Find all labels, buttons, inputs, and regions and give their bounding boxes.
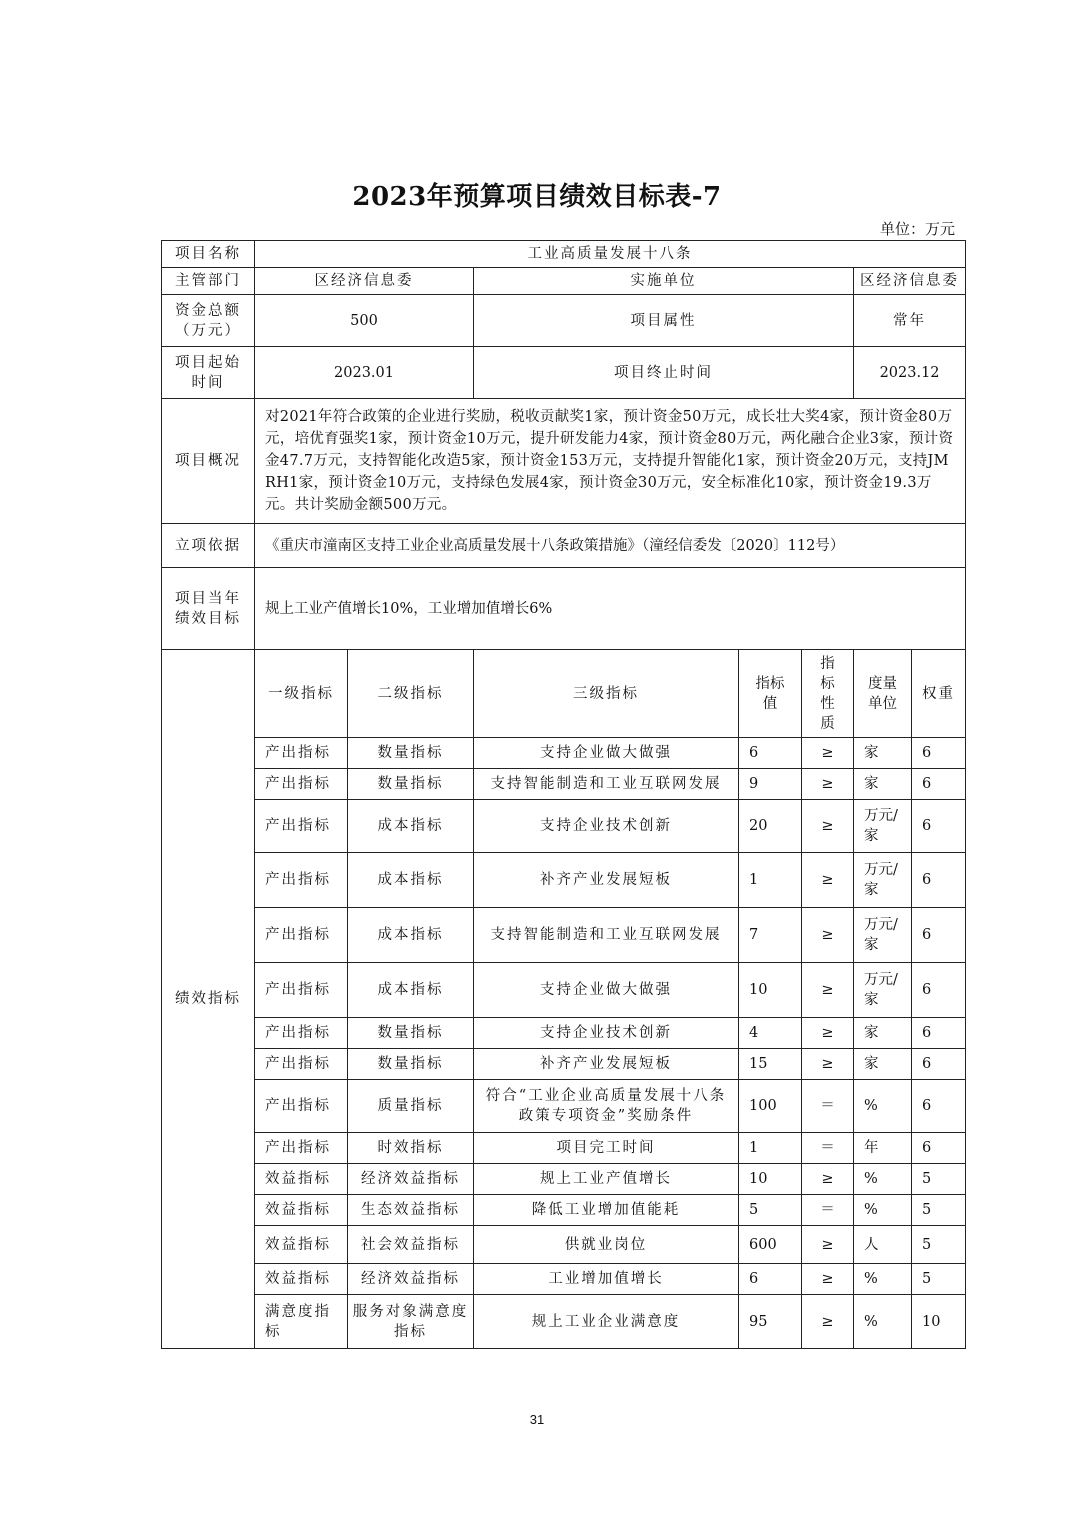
row-overview: [162, 399, 966, 524]
indicator-unit: 家: [854, 738, 912, 769]
header-unit: [854, 650, 912, 738]
row-basis: [162, 524, 966, 568]
indicator-level3: 规上工业产值增长: [474, 1164, 739, 1195]
impl-label: 实施单位: [474, 268, 854, 295]
indicator-level1: 产出指标: [255, 1049, 348, 1080]
row-department: [162, 268, 966, 295]
indicator-unit: %: [854, 1295, 912, 1349]
indicator-level2: 生态效益指标: [348, 1195, 474, 1226]
indicator-row: [162, 1049, 966, 1080]
funds-value: 500: [255, 295, 474, 347]
indicator-weight: 5: [912, 1264, 966, 1295]
indicator-nature: ＝: [802, 1133, 854, 1164]
indicator-weight: 6: [912, 1049, 966, 1080]
indicator-unit: 人: [854, 1226, 912, 1264]
row-funds: [162, 295, 966, 347]
project-name-label: 项目名称: [162, 241, 255, 268]
row-project-name: [162, 241, 966, 268]
indicator-row: [162, 1264, 966, 1295]
indicator-value: 1: [739, 1133, 802, 1164]
funds-label: [162, 295, 255, 347]
indicator-level2: 经济效益指标: [348, 1164, 474, 1195]
indicator-level2: 时效指标: [348, 1133, 474, 1164]
indicator-level2: 社会效益指标: [348, 1226, 474, 1264]
header-value: [739, 650, 802, 738]
indicator-unit: 家: [854, 1049, 912, 1080]
header-unit-line2: 单位: [868, 695, 897, 712]
end-label: 项目终止时间: [474, 347, 854, 399]
goal-label: [162, 568, 255, 650]
indicator-value: 10: [739, 963, 802, 1018]
header-level2: 二级指标: [348, 650, 474, 738]
indicator-value: 95: [739, 1295, 802, 1349]
indicator-nature: ≥: [802, 1018, 854, 1049]
indicator-row: [162, 1226, 966, 1264]
header-nature-line1: 指: [820, 655, 835, 672]
indicator-nature: ＝: [802, 1080, 854, 1133]
indicator-level1: 产出指标: [255, 769, 348, 800]
basis-label: 立项依据: [162, 524, 255, 568]
indicator-row: [162, 1133, 966, 1164]
indicator-level2: 成本指标: [348, 853, 474, 908]
indicator-weight: 6: [912, 908, 966, 963]
indicator-level3: 降低工业增加值能耗: [474, 1195, 739, 1226]
header-value-line2: 值: [762, 695, 778, 712]
goal-label-line2: 绩效目标: [175, 610, 241, 627]
indicator-row: [162, 1295, 966, 1349]
header-nature: [802, 650, 854, 738]
indicator-row: [162, 1164, 966, 1195]
goal-label-line1: 项目当年: [175, 590, 241, 607]
indicator-value: 9: [739, 769, 802, 800]
indicator-nature: ≥: [802, 1049, 854, 1080]
indicator-level2: 成本指标: [348, 908, 474, 963]
indicator-value: 15: [739, 1049, 802, 1080]
indicator-value: 600: [739, 1226, 802, 1264]
indicator-weight: 6: [912, 853, 966, 908]
indicator-nature: ≥: [802, 853, 854, 908]
indicator-weight: 5: [912, 1164, 966, 1195]
indicator-level3: 工业增加值增长: [474, 1264, 739, 1295]
unit-note: 单位：万元: [879, 220, 955, 238]
indicator-row: [162, 738, 966, 769]
indicator-level3: 补齐产业发展短板: [474, 853, 739, 908]
overview-label: 项目概况: [162, 399, 255, 524]
indicator-weight: 6: [912, 769, 966, 800]
indicator-unit: %: [854, 1264, 912, 1295]
indicator-level3: 支持企业技术创新: [474, 800, 739, 853]
indicator-level2: 服务对象满意度指标: [348, 1295, 474, 1349]
indicator-unit: 家: [854, 1018, 912, 1049]
basis-text: 《重庆市潼南区支持工业企业高质量发展十八条政策措施》（潼经信委发〔2020〕112号）: [255, 524, 966, 568]
indicator-value: 20: [739, 800, 802, 853]
indicator-level3: 符合“工业企业高质量发展十八条政策专项资金”奖励条件: [474, 1080, 739, 1133]
dept-label: 主管部门: [162, 268, 255, 295]
indicator-level3: 支持企业技术创新: [474, 1018, 739, 1049]
page-number: 31: [529, 1412, 545, 1427]
indicator-unit: 万元/家: [854, 853, 912, 908]
indicator-value: 10: [739, 1164, 802, 1195]
end-value: 2023.12: [854, 347, 966, 399]
indicator-weight: 6: [912, 800, 966, 853]
header-level3: 三级指标: [474, 650, 739, 738]
indicator-unit: 万元/家: [854, 800, 912, 853]
indicator-weight: 6: [912, 1018, 966, 1049]
header-weight: 权重: [912, 650, 966, 738]
row-goal: [162, 568, 966, 650]
indicator-nature: ≥: [802, 1226, 854, 1264]
header-value-line1: 指标: [755, 675, 785, 692]
funds-label-line1: 资金总额: [175, 302, 241, 319]
indicator-weight: 10: [912, 1295, 966, 1349]
indicator-level1: 产出指标: [255, 1133, 348, 1164]
indicator-level2: 成本指标: [348, 963, 474, 1018]
indicator-level2: 数量指标: [348, 769, 474, 800]
indicator-nature: ≥: [802, 908, 854, 963]
indicator-level1: 产出指标: [255, 800, 348, 853]
indicator-level1: 效益指标: [255, 1264, 348, 1295]
indicator-level1: 效益指标: [255, 1226, 348, 1264]
indicator-unit: 万元/家: [854, 963, 912, 1018]
start-label-line2: 时间: [191, 374, 225, 391]
indicator-level3: 补齐产业发展短板: [474, 1049, 739, 1080]
indicator-nature: ≥: [802, 738, 854, 769]
indicator-level1: 产出指标: [255, 853, 348, 908]
funds-label-line2: （万元）: [175, 322, 241, 339]
indicator-nature: ≥: [802, 1264, 854, 1295]
row-dates: [162, 347, 966, 399]
indicator-level3: 供就业岗位: [474, 1226, 739, 1264]
indicator-nature: ≥: [802, 1295, 854, 1349]
attr-value: 常年: [854, 295, 966, 347]
indicator-row: [162, 800, 966, 853]
indicator-unit: %: [854, 1164, 912, 1195]
indicator-nature: ≥: [802, 1164, 854, 1195]
indicator-level2: 数量指标: [348, 1018, 474, 1049]
indicator-unit: 家: [854, 769, 912, 800]
indicator-nature: ＝: [802, 1195, 854, 1226]
indicator-level1: 满意度指标: [255, 1295, 348, 1349]
indicator-row: [162, 853, 966, 908]
page-title: 2023年预算项目绩效目标表-7: [352, 182, 722, 212]
indicator-level3: 支持智能制造和工业互联网发展: [474, 908, 739, 963]
indicator-weight: 5: [912, 1226, 966, 1264]
attr-label: 项目属性: [474, 295, 854, 347]
indicator-level2: 经济效益指标: [348, 1264, 474, 1295]
impl-value: 区经济信息委: [854, 268, 966, 295]
indicator-row: [162, 769, 966, 800]
indicator-unit: %: [854, 1080, 912, 1133]
indicator-level2: 数量指标: [348, 1049, 474, 1080]
indicator-unit: %: [854, 1195, 912, 1226]
indicator-value: 1: [739, 853, 802, 908]
header-nature-line2: 标: [820, 675, 835, 692]
goal-text: 规上工业产值增长10%，工业增加值增长6%: [255, 568, 966, 650]
performance-table: [161, 240, 966, 1349]
indicator-unit: 年: [854, 1133, 912, 1164]
dept-value: 区经济信息委: [255, 268, 474, 295]
indicator-weight: 6: [912, 1133, 966, 1164]
indicator-level1: 产出指标: [255, 1080, 348, 1133]
indicator-level3: 支持企业做大做强: [474, 963, 739, 1018]
indicator-value: 4: [739, 1018, 802, 1049]
overview-text: 对2021年符合政策的企业进行奖励，税收贡献奖1家，预计资金50万元，成长壮大奖4家，预计资金80万元，培优育强奖1家，预计资金10万元，提升研发能力4家，预计资金80万元，两化融合企业3家，预计资金47.7万元，支持智能化改造5家，预计资金153万元，支持提升智能化1家，预计资金20万元，支持JMRH1家，预计资金10万元，支持绿色发展4家，预计资金30万元，安全标准化10家，预计资金19.3万元。共计奖励金额500万元。: [255, 399, 966, 524]
indicator-unit: 万元/家: [854, 908, 912, 963]
indicator-nature: ≥: [802, 963, 854, 1018]
indicator-level1: 产出指标: [255, 908, 348, 963]
indicator-header-row: [162, 650, 966, 738]
indicator-level1: 产出指标: [255, 963, 348, 1018]
indicator-weight: 6: [912, 738, 966, 769]
header-unit-line1: 度量: [868, 675, 897, 692]
start-value: 2023.01: [255, 347, 474, 399]
indicator-row: [162, 1018, 966, 1049]
indicator-level1: 效益指标: [255, 1195, 348, 1226]
indicator-row: [162, 963, 966, 1018]
indicator-row: [162, 1080, 966, 1133]
indicator-level3: 支持企业做大做强: [474, 738, 739, 769]
indicator-level3: 支持智能制造和工业互联网发展: [474, 769, 739, 800]
indicator-level1: 效益指标: [255, 1164, 348, 1195]
indicator-level2: 成本指标: [348, 800, 474, 853]
indicator-value: 6: [739, 1264, 802, 1295]
project-name-value: 工业高质量发展十八条: [255, 241, 966, 268]
indicator-level2: 数量指标: [348, 738, 474, 769]
start-label: [162, 347, 255, 399]
indicator-row: [162, 908, 966, 963]
header-level1: 一级指标: [255, 650, 348, 738]
indicator-value: 6: [739, 738, 802, 769]
indicator-nature: ≥: [802, 800, 854, 853]
indicator-row: [162, 1195, 966, 1226]
indicator-level3: 项目完工时间: [474, 1133, 739, 1164]
indicator-level1: 产出指标: [255, 1018, 348, 1049]
indicator-level2: 质量指标: [348, 1080, 474, 1133]
indicator-value: 7: [739, 908, 802, 963]
indicator-weight: 6: [912, 1080, 966, 1133]
indicator-nature: ≥: [802, 769, 854, 800]
indicator-level1: 产出指标: [255, 738, 348, 769]
indicators-section-label: 绩效指标: [162, 650, 255, 1349]
header-nature-line3: 性: [820, 695, 835, 712]
indicator-level3: 规上工业企业满意度: [474, 1295, 739, 1349]
indicator-weight: 5: [912, 1195, 966, 1226]
start-label-line1: 项目起始: [175, 354, 241, 371]
indicator-weight: 6: [912, 963, 966, 1018]
header-nature-line4: 质: [820, 715, 835, 732]
indicator-value: 100: [739, 1080, 802, 1133]
indicator-value: 5: [739, 1195, 802, 1226]
